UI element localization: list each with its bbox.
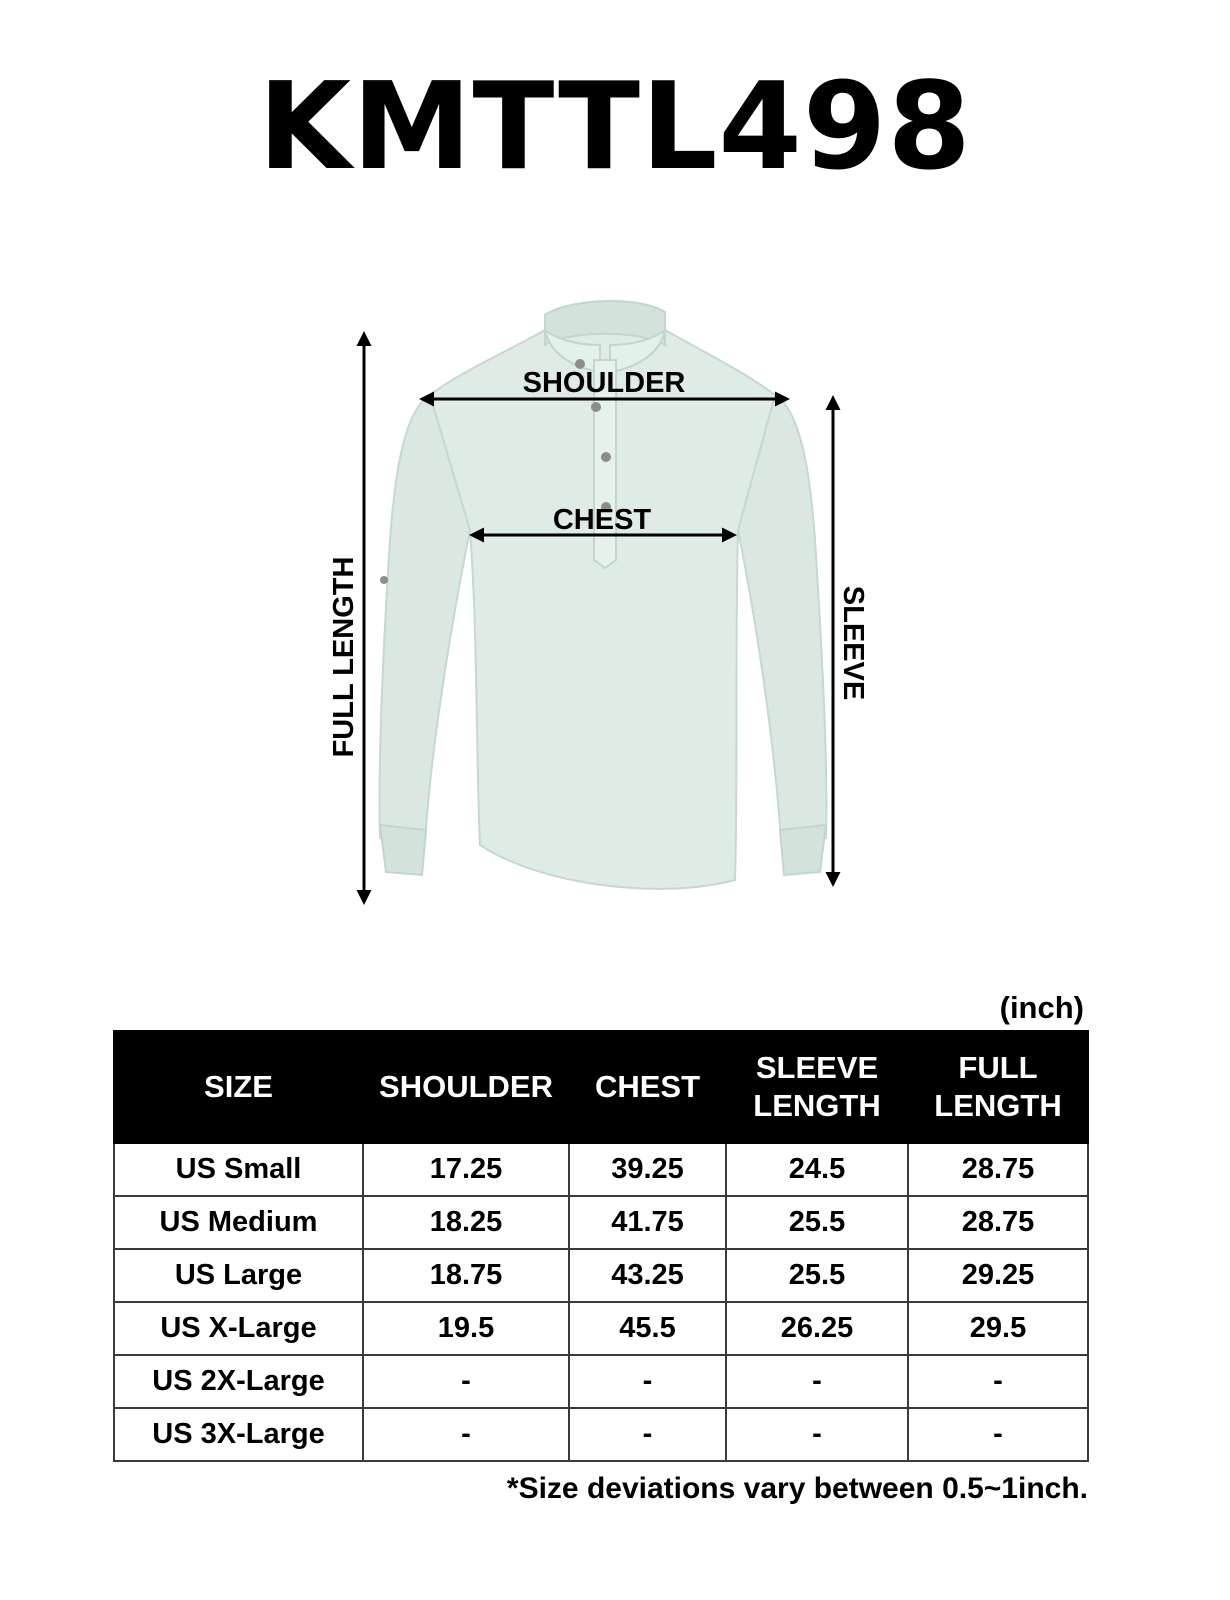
chest-cell: 45.5 — [569, 1302, 726, 1355]
table-row — [114, 1143, 1088, 1196]
sleeve-length-cell: 25.5 — [726, 1249, 908, 1302]
page-title: KMTTL498 — [258, 58, 972, 197]
sleeve-length-cell: 25.5 — [726, 1196, 908, 1249]
chest-cell: - — [569, 1408, 726, 1461]
full-length-cell: 29.5 — [908, 1302, 1088, 1355]
size-cell: US 2X-Large — [114, 1355, 363, 1408]
shoulder-cell: 18.75 — [363, 1249, 569, 1302]
size-deviation-note: *Size deviations vary between 0.5~1inch. — [506, 1472, 1088, 1505]
table-row — [114, 1408, 1088, 1461]
full-length-cell: 29.25 — [908, 1249, 1088, 1302]
table-row — [114, 1249, 1088, 1302]
shoulder-cell: - — [363, 1408, 569, 1461]
table-row — [114, 1196, 1088, 1249]
chest-label: CHEST — [552, 504, 652, 536]
size-cell: US Medium — [114, 1196, 363, 1249]
size-cell: US Large — [114, 1249, 363, 1302]
full-length-cell: - — [908, 1355, 1088, 1408]
size-cell: US X-Large — [114, 1302, 363, 1355]
unit-label: (inch) — [999, 990, 1084, 1025]
shoulder-label: SHOULDER — [522, 367, 686, 399]
header-sleeve-length: SLEEVE LENGTH — [726, 1031, 908, 1143]
sleeve-length-cell: - — [726, 1408, 908, 1461]
shoulder-cell: 17.25 — [363, 1143, 569, 1196]
header-size: SIZE — [114, 1031, 363, 1143]
full-length-cell: 28.75 — [908, 1143, 1088, 1196]
size-cell: US Small — [114, 1143, 363, 1196]
chest-cell: - — [569, 1355, 726, 1408]
chest-cell: 41.75 — [569, 1196, 726, 1249]
full-length-cell: - — [908, 1408, 1088, 1461]
sleeve-length-cell: 26.25 — [726, 1302, 908, 1355]
header-full-length: FULL LENGTH — [908, 1031, 1088, 1143]
table-row — [114, 1355, 1088, 1408]
table-header-row — [114, 1031, 1088, 1143]
chest-cell: 43.25 — [569, 1249, 726, 1302]
size-chart-table — [113, 1030, 1089, 1462]
table-row — [114, 1302, 1088, 1355]
sleeve-label: SLEEVE — [837, 585, 869, 701]
size-cell: US 3X-Large — [114, 1408, 363, 1461]
shoulder-cell: 19.5 — [363, 1302, 569, 1355]
header-shoulder: SHOULDER — [363, 1031, 569, 1143]
chest-cell: 39.25 — [569, 1143, 726, 1196]
shoulder-cell: - — [363, 1355, 569, 1408]
full-length-label: FULL LENGTH — [328, 556, 360, 758]
shoulder-cell: 18.25 — [363, 1196, 569, 1249]
full-length-cell: 28.75 — [908, 1196, 1088, 1249]
header-chest: CHEST — [569, 1031, 726, 1143]
sleeve-length-cell: 24.5 — [726, 1143, 908, 1196]
sleeve-length-cell: - — [726, 1355, 908, 1408]
